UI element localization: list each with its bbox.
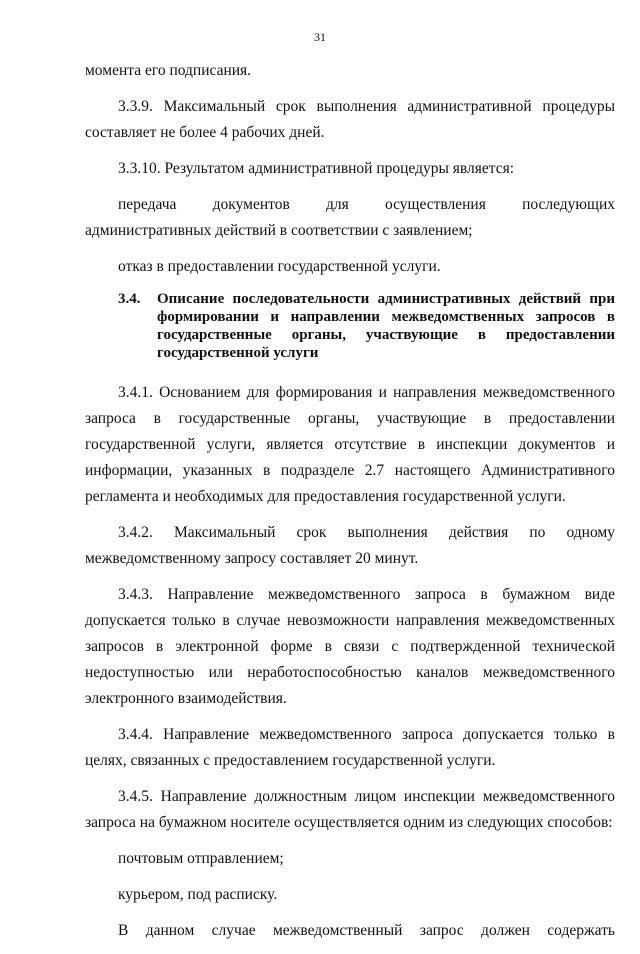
paragraph-continued: В данном случае межведомственный запрос должен содержать <box>118 922 615 939</box>
paragraph-3-3-10: 3.3.10. Результатом административной процедуры является: <box>118 160 515 177</box>
page-number: 31 <box>314 30 326 44</box>
list-item-post: почтовым отправлением; <box>118 850 284 867</box>
list-item-courier: курьером, под расписку. <box>118 886 278 903</box>
paragraph: момента его подписания. <box>85 62 252 79</box>
section-title: Описание последовательности административных действий при формировании и направлении межведомственных запросов в государственные органы, участвующие в предоставлении государственной услуги <box>157 291 615 361</box>
document-body <box>85 58 615 954</box>
list-item-transfer: передача документов для осуществления последующих административных действий в соответствии с заявлением; <box>85 196 615 239</box>
list-item-refusal: отказ в предоставлении государственной услуги. <box>118 258 441 275</box>
paragraph-3-4-3: 3.4.3. Направление межведомственного запроса в бумажном виде допускается только в случае невозможности направления межведомственных запросов в электронной форме в связи с подтвержденной технической недоступностью или неработоспособностью каналов межведомственного электронного взаимодействия. <box>85 586 615 707</box>
paragraph-3-4-4: 3.4.4. Направление межведомственного запроса допускается только в целях, связанных с предоставлением государственной услуги. <box>85 726 615 769</box>
paragraph-3-4-5: 3.4.5. Направление должностным лицом инспекции межведомственного запроса на бумажном носителе осуществляется одним из следующих способов: <box>85 788 615 831</box>
paragraph-3-3-9: 3.3.9. Максимальный срок выполнения административной процедуры составляет не более 4 рабочих дней. <box>85 98 615 141</box>
section-number: 3.4. <box>118 291 141 307</box>
paragraph-3-4-2: 3.4.2. Максимальный срок выполнения действия по одному межведомственному запросу составляет 20 минут. <box>85 524 615 567</box>
paragraph-3-4-1: 3.4.1. Основанием для формирования и направления межведомственного запроса в государственные органы, участвующие в предоставлении государственной услуги, является отсутствие в инспекции документов и информации, указанных в подразделе 2.7 настоящего Административного регламента и необходимых для предоставления государственной услуги. <box>85 384 615 505</box>
section-heading-3-4 <box>85 290 615 362</box>
